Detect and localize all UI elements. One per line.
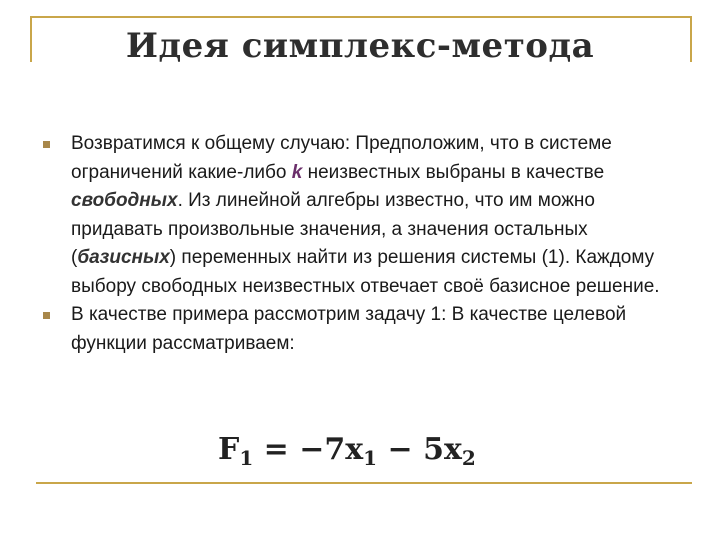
- formula-term-1: = −7x: [253, 432, 364, 467]
- frame-top-line: [30, 16, 692, 18]
- variable-k: k: [291, 161, 303, 183]
- bullet-square-icon: [43, 312, 50, 319]
- bullet-1-text-b: неизвестных выбраны в качестве: [302, 161, 605, 183]
- bullet-square-icon: [43, 141, 50, 148]
- formula-f-sub: 1: [239, 446, 254, 470]
- bullet-item-1: [40, 130, 680, 301]
- term-free: свободных: [71, 190, 178, 211]
- formula-term-2: − 5x: [377, 432, 462, 467]
- bullet-1-text-a: Возвратимся к общему случаю: Предположим, что в системе ограничений какие-либо: [71, 133, 612, 183]
- term-basis: базисных: [77, 247, 170, 268]
- frame-bottom-line: [36, 482, 692, 484]
- bullet-item-2: [40, 301, 680, 358]
- bullet-1-text-d: ) переменных найти из решения системы (1). Каждому выбору свободных неизвестных отвечает своё базисное решение.: [71, 247, 660, 297]
- bullet-2-text: В качестве примера рассмотрим задачу 1: В качестве целевой функции рассматриваем:: [71, 304, 627, 354]
- objective-formula: [218, 432, 476, 470]
- formula-x2-sub: 2: [461, 446, 476, 470]
- slide-title: Идея симплекс-метода: [125, 26, 595, 66]
- formula-f: F: [218, 432, 240, 467]
- bullet-1-text-c: . Из линейной алгебры известно, что им можно придавать произвольные значения, а значения остальных (: [71, 190, 595, 268]
- formula-x1-sub: 1: [363, 446, 378, 470]
- bullet-list: [40, 130, 680, 358]
